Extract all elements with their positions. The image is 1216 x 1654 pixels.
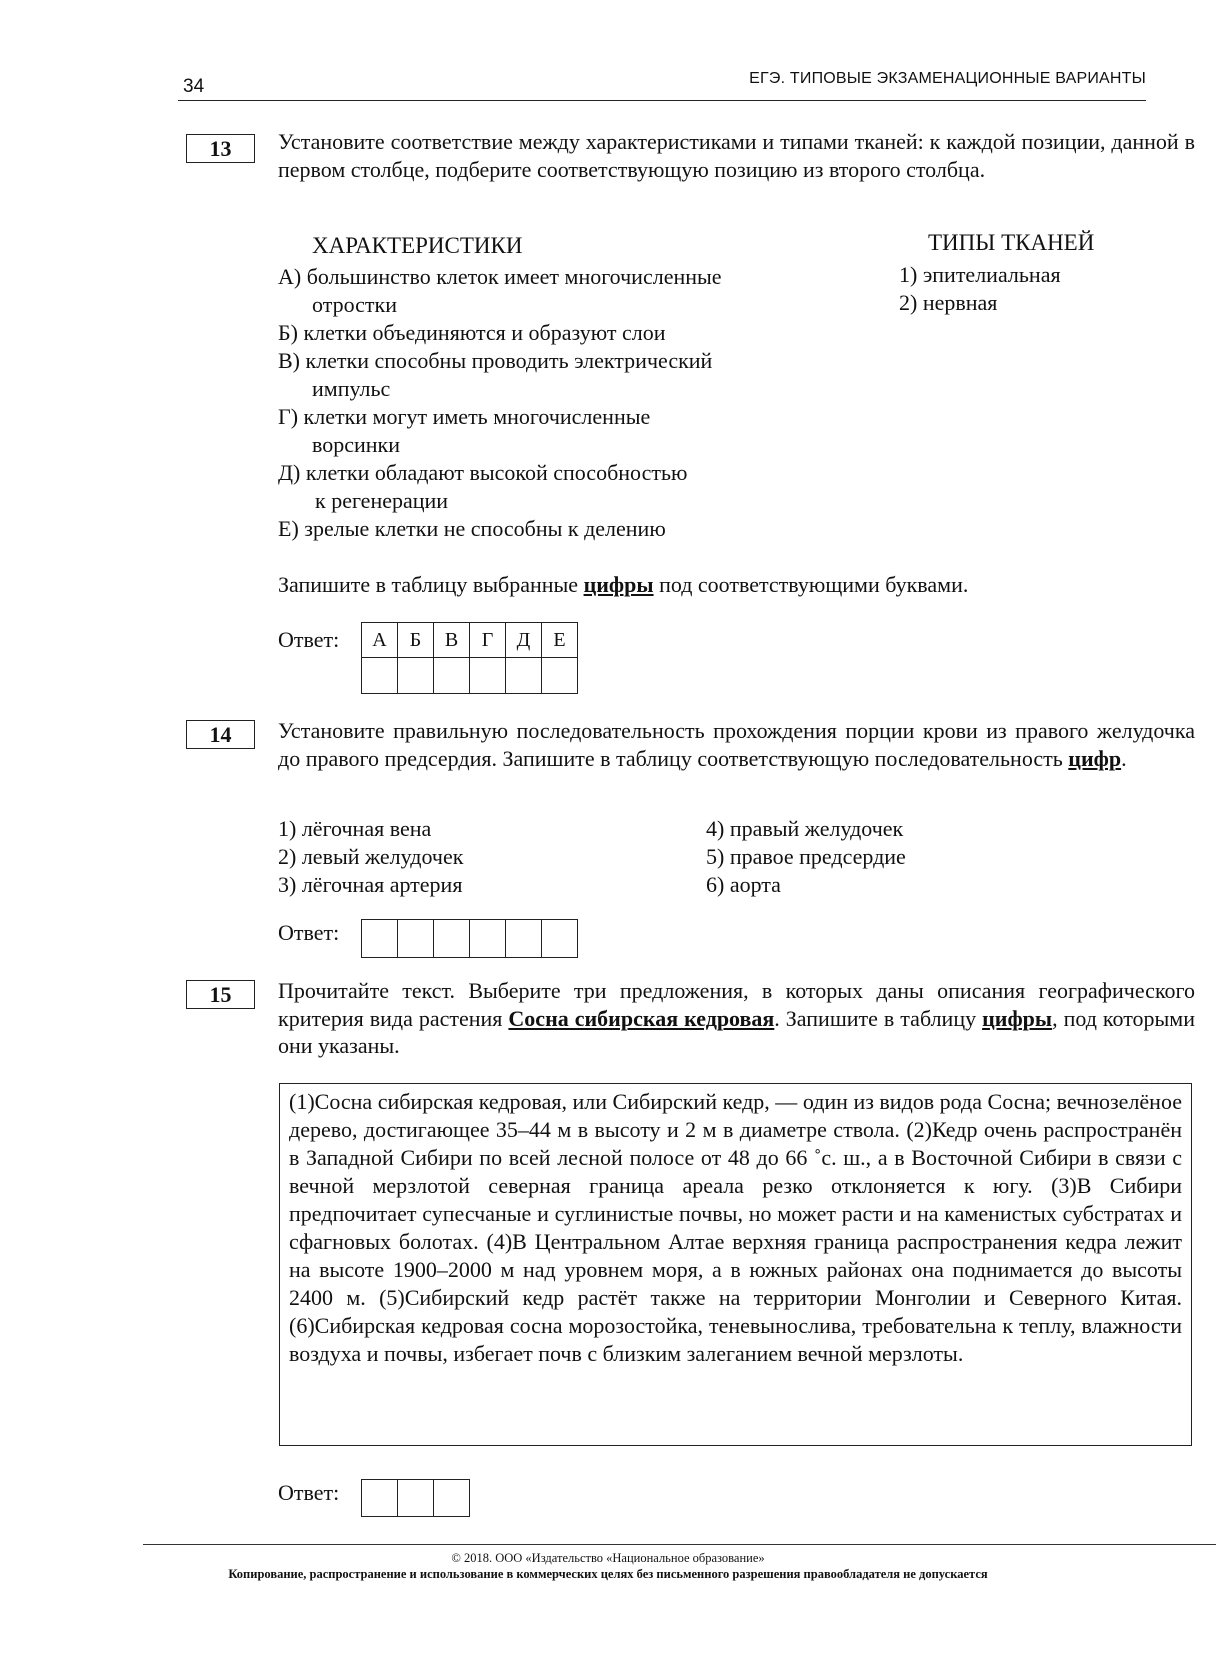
characteristic-v: В) клетки способны проводить электрический bbox=[278, 348, 713, 373]
tissue-type-1: 1) эпителиальная bbox=[899, 262, 1061, 287]
characteristic-v-cont: импульс bbox=[312, 376, 391, 401]
characteristic-e: Е) зрелые клетки не способны к делению bbox=[278, 516, 666, 541]
letter-cell: Д bbox=[506, 623, 542, 658]
characteristic-a-cont: отростки bbox=[312, 292, 397, 317]
q14-option-2: 2) левый желудочек bbox=[278, 844, 464, 869]
q14-prompt-emphasis: цифр bbox=[1068, 745, 1122, 771]
answer-cell[interactable] bbox=[506, 658, 542, 694]
header-rule bbox=[178, 100, 1146, 101]
letter-cell: В bbox=[434, 623, 470, 658]
characteristic-a: А) большинство клеток имеет многочисленные bbox=[278, 264, 722, 289]
characteristic-g-cont: ворсинки bbox=[312, 432, 401, 457]
answer-cell[interactable] bbox=[470, 658, 506, 694]
answer-cell[interactable] bbox=[542, 658, 578, 694]
answer-cell[interactable] bbox=[398, 1480, 434, 1517]
page-number: 34 bbox=[183, 76, 205, 97]
q15-prompt-c: , под которыми они указаны. bbox=[278, 1005, 1196, 1058]
question-number-13: 13 bbox=[186, 134, 255, 163]
footer-notice: Копирование, распространение и использование в коммерческих целях без письменного разрешения правообладателя не допускается bbox=[228, 1567, 988, 1581]
q14-option-1: 1) лёгочная вена bbox=[278, 816, 432, 841]
q14-option-6: 6) аорта bbox=[706, 872, 781, 897]
question-number-15: 15 bbox=[186, 980, 255, 1009]
q14-option-4: 4) правый желудочек bbox=[706, 816, 904, 841]
letter-cell: А bbox=[362, 623, 398, 658]
answer-cell[interactable] bbox=[398, 920, 434, 958]
q15-answer-table bbox=[361, 1479, 470, 1517]
footer-copyright: © 2018. ООО «Издательство «Национальное образование» bbox=[451, 1551, 765, 1565]
q14-option-5: 5) правое предсердие bbox=[706, 844, 906, 869]
running-header: ЕГЭ. ТИПОВЫЕ ЭКЗАМЕНАЦИОННЫЕ ВАРИАНТЫ bbox=[749, 70, 1146, 87]
q13-right-heading: ТИПЫ ТКАНЕЙ bbox=[928, 230, 1095, 255]
q14-answer-table bbox=[361, 919, 578, 958]
characteristic-g: Г) клетки могут иметь многочисленные bbox=[278, 404, 651, 429]
q13-instruction-pre: Запишите в таблицу выбранные bbox=[278, 572, 579, 597]
characteristic-b: Б) клетки объединяются и образуют слои bbox=[278, 320, 666, 345]
q15-prompt bbox=[278, 977, 1195, 1060]
answer-cell[interactable] bbox=[434, 658, 470, 694]
q14-prompt-end: . bbox=[1121, 745, 1127, 771]
characteristic-d: Д) клетки обладают высокой способностью bbox=[278, 460, 688, 485]
characteristic-d-cont: к регенерации bbox=[315, 488, 449, 513]
answer-cell[interactable] bbox=[470, 920, 506, 958]
answer-cell[interactable] bbox=[362, 1480, 398, 1517]
letter-cell: Г bbox=[470, 623, 506, 658]
answer-cell[interactable] bbox=[362, 658, 398, 694]
q14-prompt-text: Установите правильную последовательность прохождения порции крови из правого желудочка до правого предсердия. Запишите в таблицу соответствующую последовательность bbox=[278, 718, 1195, 771]
answer-cell[interactable] bbox=[542, 920, 578, 958]
q15-prompt-a: Прочитайте текст. Выберите три предложения, в которых даны описания географического критерия вида растения bbox=[278, 978, 1195, 1031]
question-number-14: 14 bbox=[186, 720, 255, 749]
q15-reading-text: (1)Сосна сибирская кедровая, или Сибирский кедр, — один из видов рода Сосна; вечнозелёное дерево, достигающее 35–44 м в высоту и 2 м в диаметре ствола. (2)Кедр очень распространён в Западной Сибири по всей лесной полосе от 48 до 66 ˚с. ш., а в Восточной Сибири в связи с вечной мерзлотой северная граница ареала резко отклоняется к югу. (3)В Сибири предпочитает супесчаные и суглинистые почвы, но может расти и на каменистых субстратах и сфагновых болотах. (4)В Центральном Алтае верхняя граница распространения кедра лежит на высоте 1900–2000 м над уровнем моря, а в южных районах она поднимается до высоты 2400 м. (5)Сибирский кедр растёт также на территории Монголии и Северного Китая. (6)Сибирская кедровая сосна морозостойка, теневынослива, требовательна к теплу, влажности воздуха и почвы, избегает почв с близким залеганием вечной мерзлоты. bbox=[279, 1083, 1192, 1446]
q13-answer-table bbox=[361, 622, 578, 694]
q13-prompt: Установите соответствие между характеристиками и типами тканей: к каждой позиции, данной в первом столбце, подберите соответствующую позицию из второго столбца. bbox=[278, 129, 1195, 182]
q13-answer-label: Ответ: bbox=[278, 627, 340, 652]
q14-prompt bbox=[278, 717, 1195, 772]
q14-answer-label: Ответ: bbox=[278, 920, 340, 945]
tissue-type-2: 2) нервная bbox=[899, 290, 998, 315]
q13-instruction-emphasis: цифры bbox=[583, 572, 654, 597]
q14-option-3: 3) лёгочная артерия bbox=[278, 872, 463, 897]
q15-answer-label: Ответ: bbox=[278, 1480, 340, 1505]
q13-left-heading: ХАРАКТЕРИСТИКИ bbox=[312, 233, 523, 258]
q15-prompt-emphasis: цифры bbox=[982, 1005, 1053, 1031]
letter-cell: Б bbox=[398, 623, 434, 658]
answer-cell[interactable] bbox=[362, 920, 398, 958]
answer-cell[interactable] bbox=[506, 920, 542, 958]
q13-instruction-post: под соответствующими буквами. bbox=[659, 572, 969, 597]
footer-rule bbox=[143, 1544, 1216, 1545]
answer-cell[interactable] bbox=[398, 658, 434, 694]
answer-cell[interactable] bbox=[434, 920, 470, 958]
answer-cell[interactable] bbox=[434, 1480, 470, 1517]
letter-cell: Е bbox=[542, 623, 578, 658]
q15-prompt-b: . Запишите в таблицу bbox=[774, 1005, 977, 1031]
q15-species-name: Сосна сибирская кедровая bbox=[508, 1005, 775, 1031]
q13-instruction bbox=[278, 571, 968, 599]
